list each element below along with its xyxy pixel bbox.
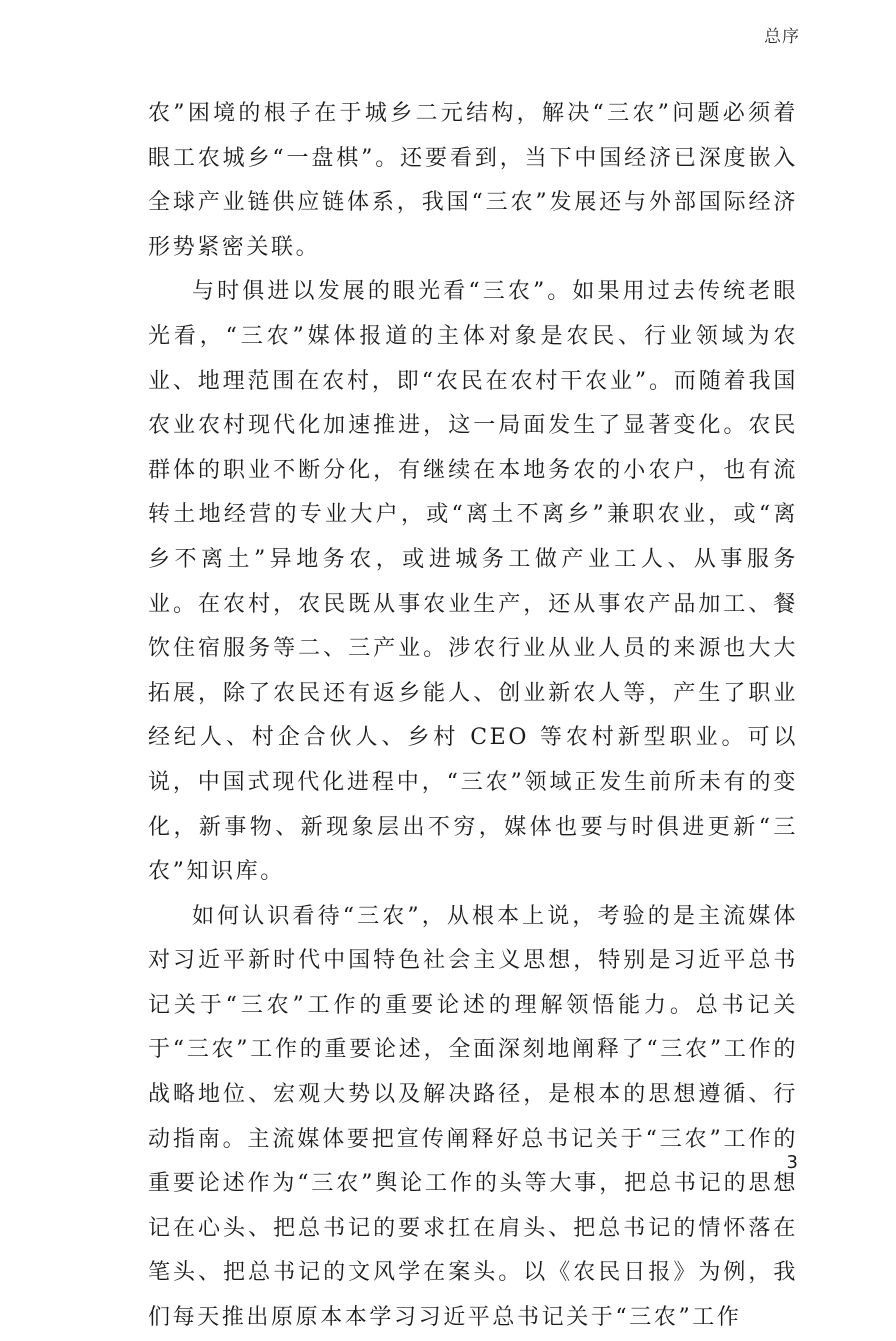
page-number: 3: [786, 1152, 798, 1173]
body-text: [148, 92, 798, 1341]
paragraph-continued: 农”困境的根子在于城乡二元结构，解决“三农”问题必须着眼工农城乡“一盘棋”。还要看到，当下中国经济已深度嵌入全球产业链供应链体系，我国“三农”发展还与外部国际经济形势紧密关联。: [148, 101, 798, 260]
running-header: 总序: [764, 27, 800, 47]
paragraph-development-view: 与时俱进以发展的眼光看“三农”。如果用过去传统老眼光看，“三农”媒体报道的主体对象是农民、行业领域为农业、地理范围在农村，即“农民在农村干农业”。而随着我国农业农村现代化加速推进，这一局面发生了显著变化。农民群体的职业不断分化，有继续在本地务农的小农户，也有流转土地经营的专业大户，或“离土不离乡”兼职农业，或“离乡不离土”异地务农，或进城务工做产业工人、从事服务业。在农村，农民既从事农业生产，还从事农产品加工、餐饮住宿服务等二、三产业。涉农行业从业人员的来源也大大拓展，除了农民还有返乡能人、创业新农人等，产生了职业经纪人、村企合伙人、乡村 CEO 等农村新型职业。可以说，中国式现代化进程中，“三农”领域正发生前所未有的变化，新事物、新现象层出不穷，媒体也要与时俱进更新“三农”知识库。: [148, 279, 798, 885]
paragraph-understanding: 如何认识看待“三农”，从根本上说，考验的是主流媒体对习近平新时代中国特色社会主义思想，特别是习近平总书记关于“三农”工作的重要论述的理解领悟能力。总书记关于“三农”工作的重要论述，全面深刻地阐释了“三农”工作的战略地位、宏观大势以及解决路径，是根本的思想遵循、行动指南。主流媒体要把宣传阐释好总书记关于“三农”工作的重要论述作为“三农”舆论工作的头等大事，把总书记的思想记在心头、把总书记的要求扛在肩头、把总书记的情怀落在笔头、把总书记的文风学在案头。以《农民日报》为例，我们每天推出原原本本学习习近平总书记关于“三农”工作: [148, 903, 798, 1331]
